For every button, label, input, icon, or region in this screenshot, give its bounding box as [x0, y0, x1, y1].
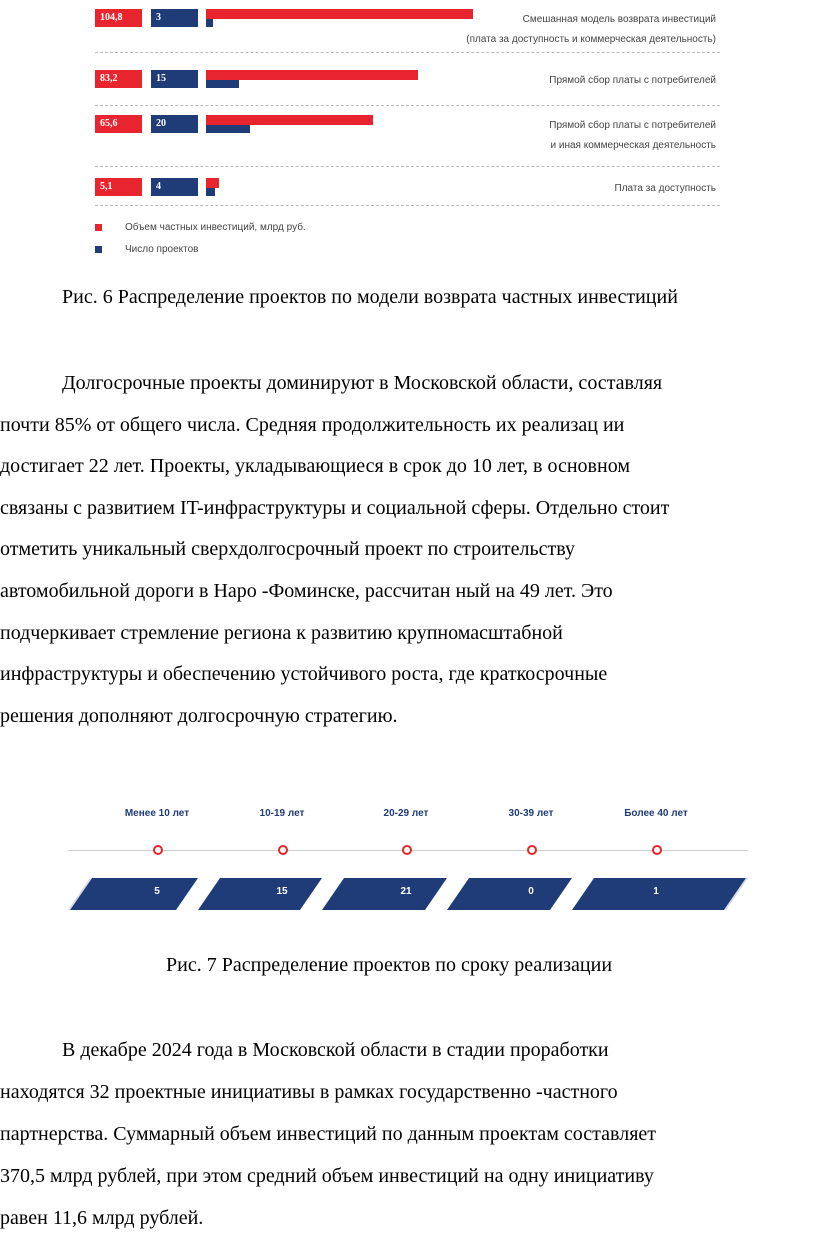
duration-category: Более 40 лет [624, 808, 688, 819]
project-count-bar [206, 188, 215, 196]
investment-value-label: 83,2 [95, 70, 142, 88]
chart-row [0, 70, 816, 110]
duration-category: 10-19 лет [259, 808, 305, 819]
project-count-value: 1 [653, 886, 659, 897]
paragraph-line: отметить уникальный сверхдолгосрочный проект по строительству [0, 538, 575, 561]
investment-bar [206, 115, 373, 125]
project-count-value: 21 [400, 886, 412, 897]
investment-value-label: 5,1 [95, 178, 142, 196]
project-count-label: 15 [151, 70, 198, 88]
investment-value-label: 104,8 [95, 9, 142, 27]
project-count-bar [206, 80, 239, 88]
project-duration-chart [0, 800, 816, 920]
timeline-marker [402, 845, 412, 855]
timeline-marker [652, 845, 662, 855]
paragraph-line: связаны с развитием IT-инфраструктуры и социальной сферы. Отдельно стоит [0, 496, 670, 519]
legend-item [95, 244, 198, 255]
paragraph-line: инфраструктуры и обеспечению устойчивого роста, где краткосрочные [0, 663, 608, 686]
project-count-label: 20 [151, 115, 198, 133]
paragraph-line: партнерства. Суммарный объем инвестиций по данным проектам составляет [0, 1123, 657, 1145]
category-label-line: Прямой сбор платы с потребителей [549, 120, 716, 131]
paragraph-line: достигает 22 лет. Проекты, укладывающиеся в срок до 10 лет, в основном [0, 455, 630, 478]
row-separator [95, 166, 720, 167]
timeline-marker [527, 845, 537, 855]
legend-label: Объем частных инвестиций, млрд руб. [125, 222, 306, 233]
legend-swatch [95, 246, 102, 253]
chart-row [0, 178, 816, 218]
category-label-line: Плата за доступность [614, 183, 716, 194]
paragraph-line: находятся 32 проектные инициативы в рамках государственно -частного [0, 1081, 618, 1103]
project-count-label: 3 [151, 9, 198, 27]
paragraph-line: 370,5 млрд рублей, при этом средний объем инвестиций на одну инициативу [0, 1165, 654, 1187]
chart-row [0, 9, 816, 49]
investment-bar [206, 178, 219, 188]
figure-6-caption: Рис. 6 Распределение проектов по модели возврата частных инвестиций [62, 286, 678, 308]
category-label [396, 179, 716, 199]
row-separator [95, 205, 720, 206]
category-label-line: и иная коммерческая деятельность [550, 140, 716, 151]
project-count-value: 15 [276, 886, 288, 897]
category-label [396, 10, 716, 50]
chart-row [0, 115, 816, 155]
paragraph-line: решения дополняют долгосрочную стратегию. [0, 704, 398, 727]
paragraph-line: подчеркивает стремление региона к развитию крупномасштабной [0, 621, 563, 644]
paragraph-line: почти 85% от общего числа. Средняя продолжительность их реализац ии [0, 413, 625, 436]
legend-item [95, 222, 306, 233]
investment-model-chart [0, 0, 816, 270]
paragraph-line: автомобильной дороги в Наро -Фоминске, рассчитан ный на 49 лет. Это [0, 580, 613, 602]
investment-value-label: 65,6 [95, 115, 142, 133]
duration-category: 20-29 лет [383, 808, 429, 819]
category-label [396, 71, 716, 91]
duration-category: 30-39 лет [508, 808, 554, 819]
figure-7-caption: Рис. 7 Распределение проектов по сроку реализации [166, 954, 613, 976]
category-label-line: Прямой сбор платы с потребителей [549, 75, 716, 86]
category-label-line: Смешанная модель возврата инвестиций [522, 14, 716, 25]
timeline-marker [153, 845, 163, 855]
legend-swatch [95, 224, 102, 231]
paragraph-line: В декабре 2024 года в Московской области в стадии проработки [62, 1039, 609, 1061]
row-separator [95, 52, 720, 53]
paragraph-line: Долгосрочные проекты доминируют в Московской области, составляя [62, 372, 663, 394]
project-count-bar [206, 19, 213, 27]
category-label-line: (плата за доступность и коммерческая деятельность) [466, 34, 716, 45]
row-separator [95, 105, 720, 106]
legend-label: Число проектов [125, 244, 199, 255]
duration-category: Менее 10 лет [124, 808, 190, 819]
category-label [396, 116, 716, 156]
paragraph-line: равен 11,6 млрд рублей. [0, 1207, 204, 1229]
project-count-value: 5 [154, 886, 160, 897]
timeline-marker [278, 845, 288, 855]
project-count-bar [206, 125, 250, 133]
project-count-value: 0 [528, 886, 534, 897]
project-count-label: 4 [151, 178, 198, 196]
investment-bar [206, 70, 418, 80]
